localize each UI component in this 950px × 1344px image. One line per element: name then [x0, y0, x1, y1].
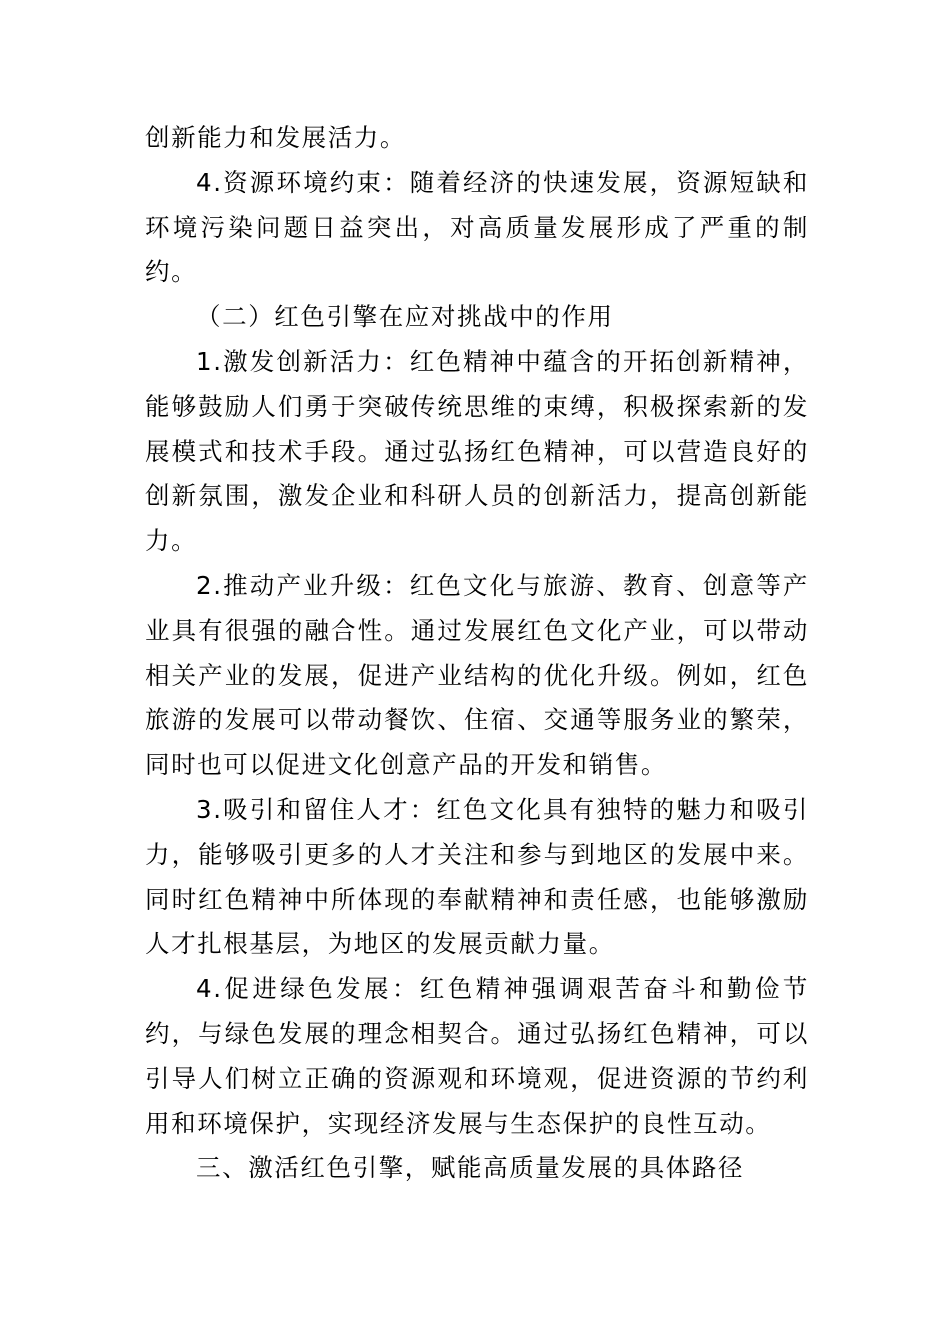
paragraph-innovation: 1.激发创新活力：红色精神中蕴含的开拓创新精神，能够鼓励人们勇于突破传统思维的束缚，积极探索新的发展模式和技术手段。通过弘扬红色精神，可以营造良好的创新氛围，激发企业和科研人员的创新活力，提高创新能力。 [145, 346, 809, 556]
paragraph-continuation: 创新能力和发展活力。 [145, 123, 406, 152]
section-heading: 三、激活红色引擎，赋能高质量发展的具体路径 [196, 1153, 745, 1183]
paragraph-industry-upgrade: 2.推动产业升级：红色文化与旅游、教育、创意等产业具有很强的融合性。通过发展红色文化产业，可以带动相关产业的发展，促进产业结构的优化升级。例如，红色旅游的发展可以带动餐饮、住宿、交通等服务业的繁荣，同时也可以促进文化创意产品的开发和销售。 [145, 570, 809, 780]
document-page [145, 116, 809, 1191]
paragraph-talent: 3.吸引和留住人才：红色文化具有独特的魅力和吸引力，能够吸引更多的人才关注和参与到地区的发展中来。同时红色精神中所体现的奉献精神和责任感，也能够激励人才扎根基层，为地区的发展贡献力量。 [145, 794, 809, 959]
paragraph-resource-constraint: 4.资源环境约束：随着经济的快速发展，资源短缺和环境污染问题日益突出，对高质量发展形成了严重的制约。 [145, 167, 809, 287]
paragraph-green-development: 4.促进绿色发展：红色精神强调艰苦奋斗和勤俭节约，与绿色发展的理念相契合。通过弘扬红色精神，可以引导人们树立正确的资源观和环境观，促进资源的节约利用和环境保护，实现经济发展与生态保护的良性互动。 [145, 974, 809, 1138]
section-subheading: （二）红色引擎在应对挑战中的作用 [196, 302, 614, 332]
